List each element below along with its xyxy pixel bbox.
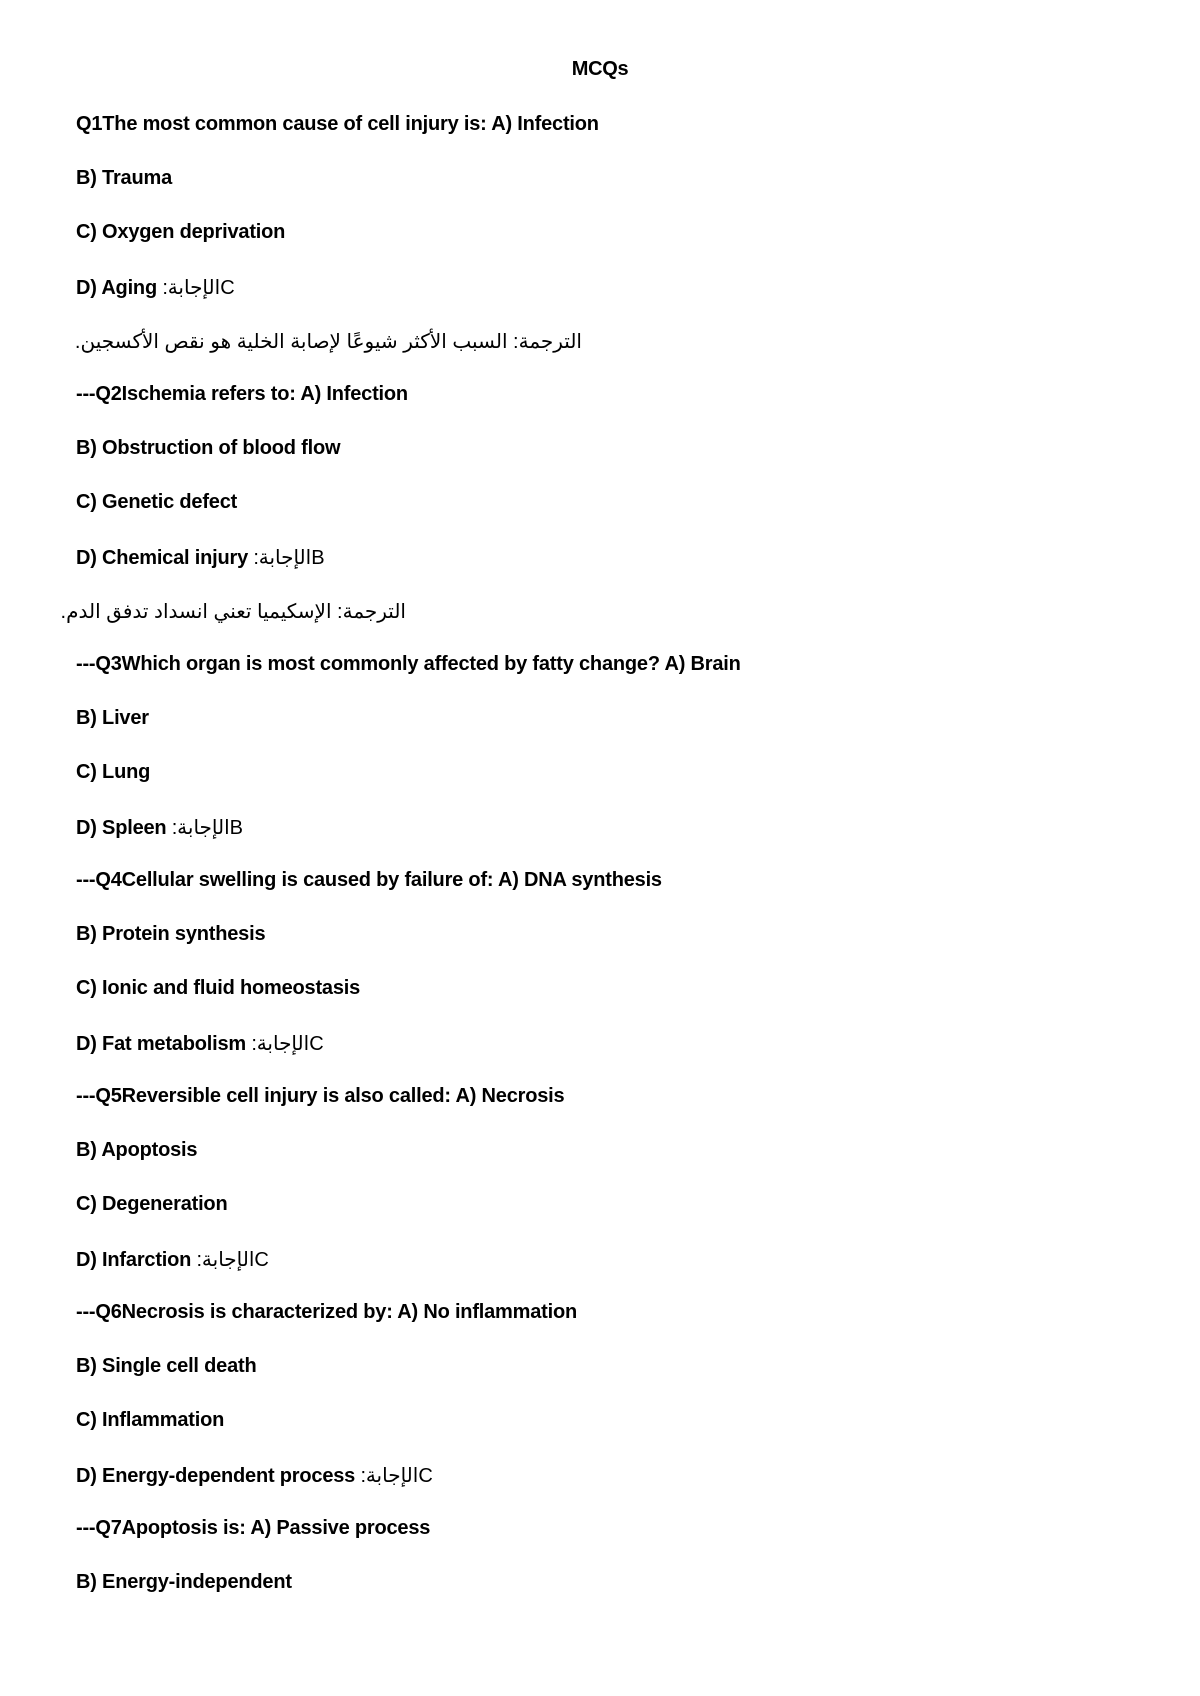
q5-option-d-text: D) Infarction — [76, 1249, 192, 1271]
q4-answer: :الإجابةC — [251, 1033, 324, 1055]
q3-option-d — [76, 815, 243, 840]
page-title: MCQs — [571, 58, 629, 80]
q1-option-d — [76, 275, 234, 300]
q1-option-d-text: D) Aging — [76, 277, 157, 299]
q5-option-c: C) Degeneration — [76, 1193, 228, 1215]
q5-answer: :الإجابةC — [196, 1249, 269, 1271]
q1-option-c: C) Oxygen deprivation — [76, 221, 286, 243]
q5-option-d — [76, 1247, 269, 1272]
q4-option-d-text: D) Fat metabolism — [76, 1033, 246, 1055]
question-1-line: Q1The most common cause of cell injury is: A) Infection — [76, 113, 599, 135]
q2-option-c: C) Genetic defect — [76, 491, 238, 513]
q4-option-d — [76, 1031, 323, 1056]
question-6-line: ---Q6Necrosis is characterized by: A) No inflammation — [76, 1301, 578, 1323]
q3-answer: :الإجابةB — [171, 817, 243, 839]
q3-option-b: B) Liver — [76, 707, 149, 729]
q1-translation: الترجمة: السبب الأكثر شيوعًا لإصابة الخلية هو نقص الأكسجين. — [74, 331, 582, 353]
q6-option-d — [76, 1463, 433, 1488]
question-5-line: ---Q5Reversible cell injury is also called: A) Necrosis — [76, 1085, 565, 1107]
q1-answer: :الإجابةC — [162, 277, 235, 299]
q6-option-d-text: D) Energy-dependent process — [76, 1465, 356, 1487]
question-7-line: ---Q7Apoptosis is: A) Passive process — [76, 1517, 431, 1539]
q5-option-b: B) Apoptosis — [76, 1139, 198, 1161]
q2-answer: :الإجابةB — [253, 547, 325, 569]
q4-option-c: C) Ionic and fluid homeostasis — [76, 977, 361, 999]
question-3-line: ---Q3Which organ is most commonly affected by fatty change? A) Brain — [76, 653, 741, 675]
q1-option-b: B) Trauma — [76, 167, 173, 189]
q2-option-d-text: D) Chemical injury — [76, 547, 248, 569]
q6-option-b: B) Single cell death — [76, 1355, 257, 1377]
question-4-line: ---Q4Cellular swelling is caused by failure of: A) DNA synthesis — [76, 869, 662, 891]
q3-option-c: C) Lung — [76, 761, 151, 783]
q6-option-c: C) Inflammation — [76, 1409, 225, 1431]
question-2-line: ---Q2Ischemia refers to: A) Infection — [76, 383, 408, 405]
q3-option-d-text: D) Spleen — [76, 817, 167, 839]
q4-option-b: B) Protein synthesis — [76, 923, 266, 945]
q2-option-d — [76, 545, 324, 570]
q7-option-b: B) Energy-independent — [76, 1571, 292, 1593]
q6-answer: :الإجابةC — [360, 1465, 433, 1487]
q2-option-b: B) Obstruction of blood flow — [76, 437, 341, 459]
q2-translation: الترجمة: الإسكيميا تعني انسداد تدفق الدم. — [60, 601, 406, 623]
